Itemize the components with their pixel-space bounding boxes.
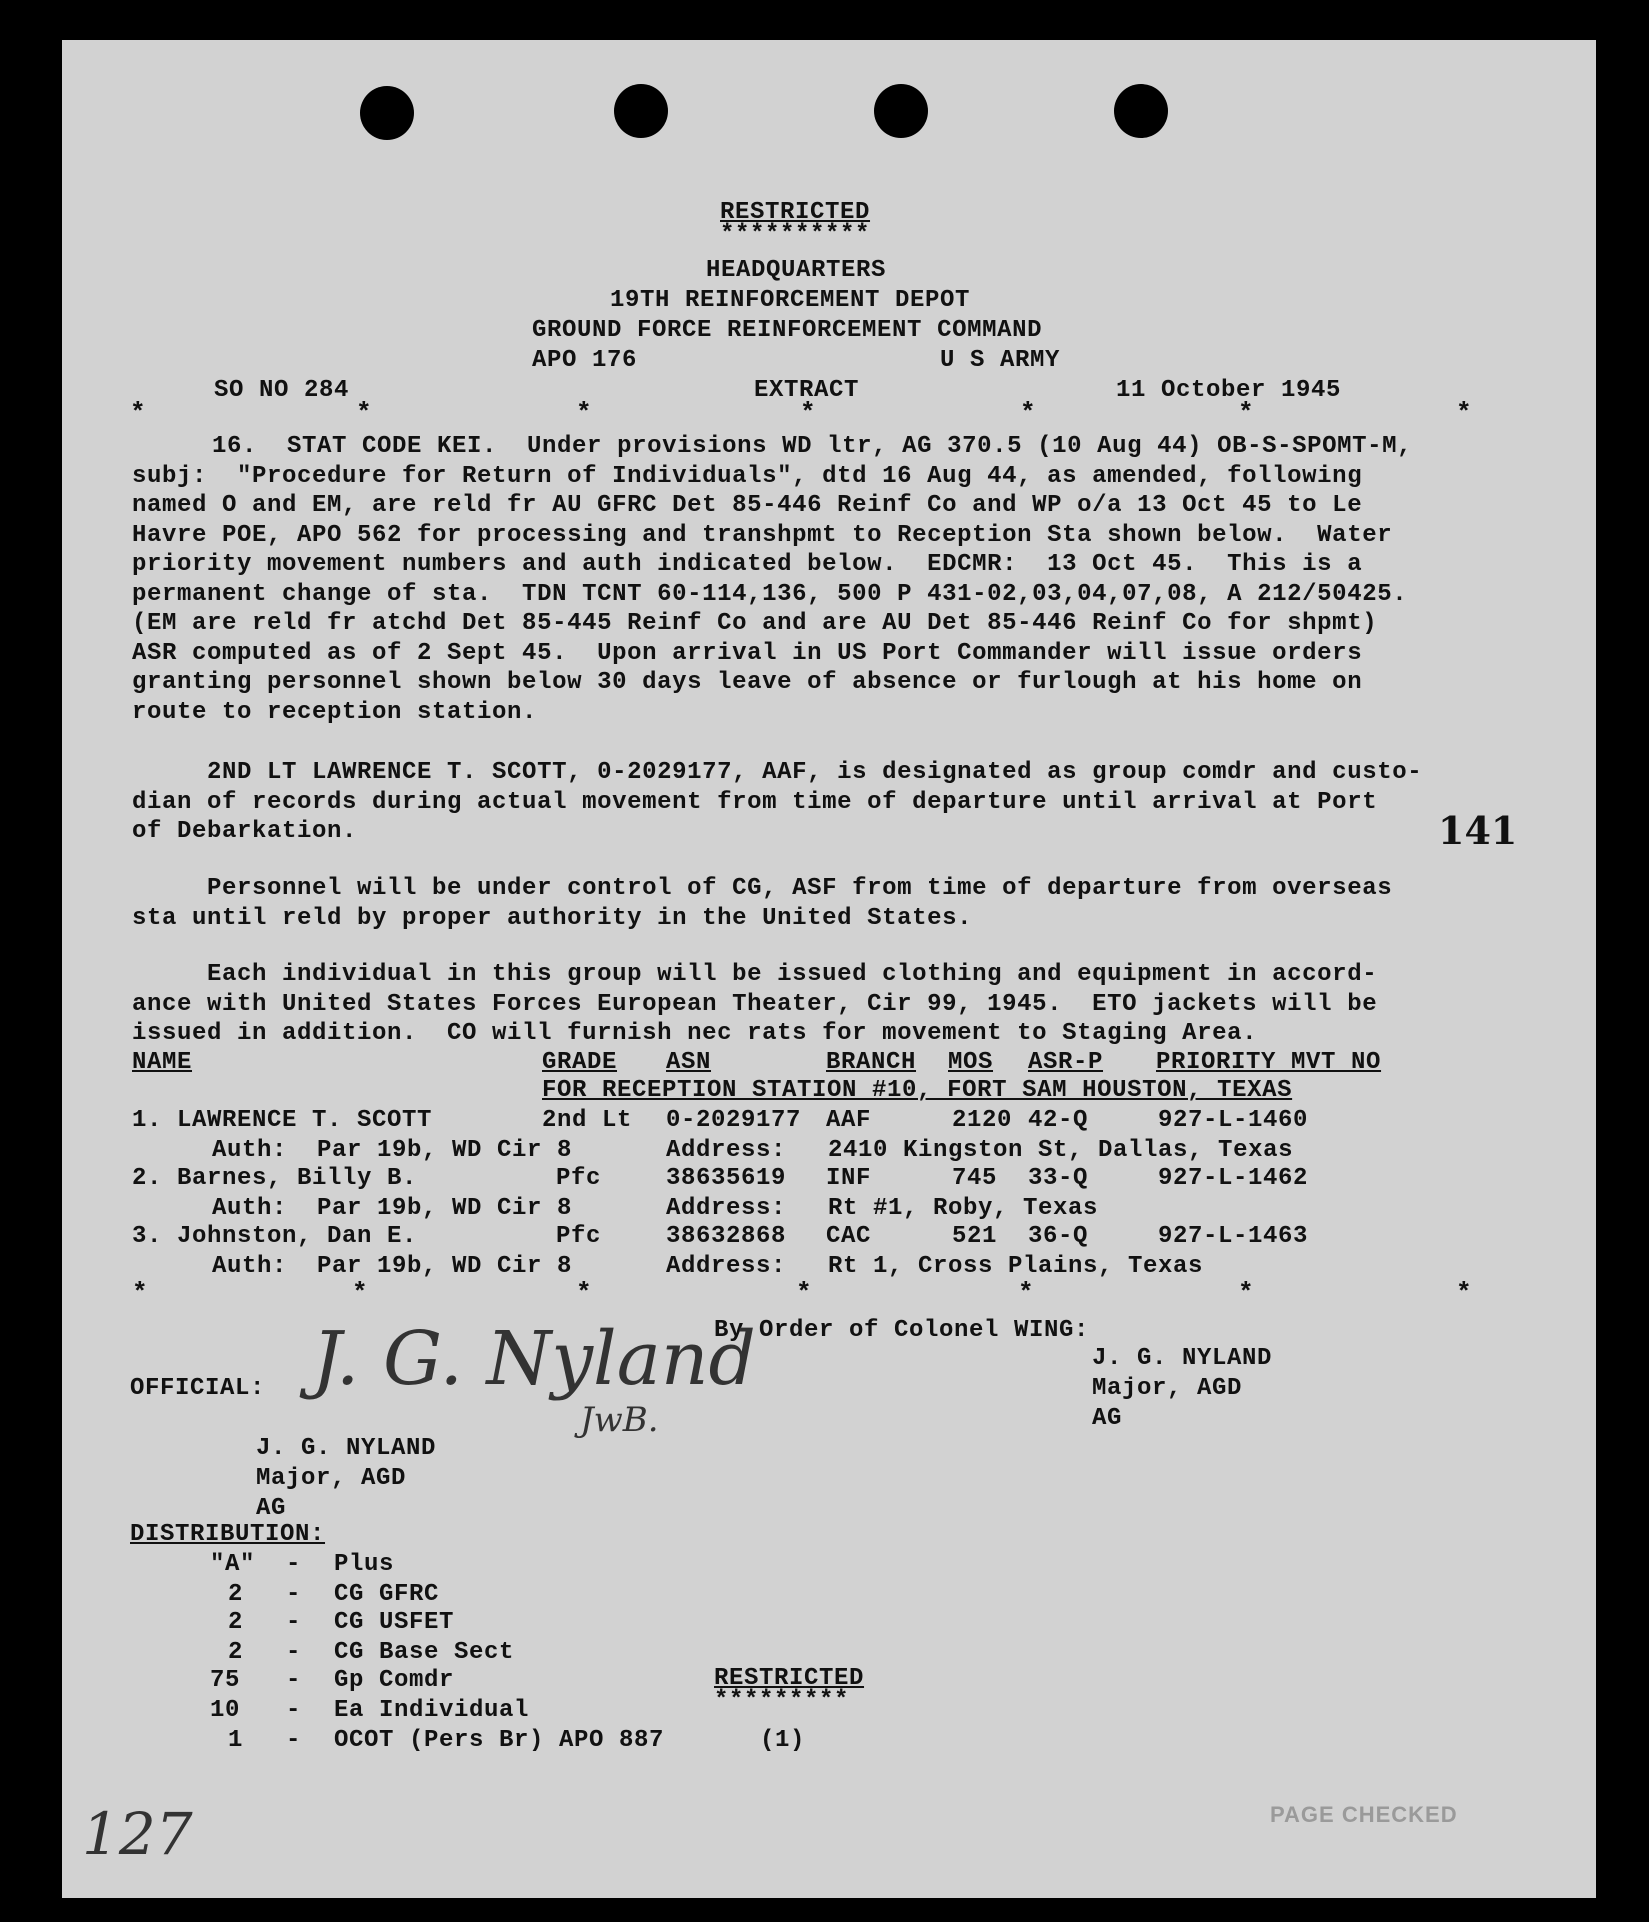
separator-star: * [1238, 1278, 1254, 1308]
col-header-mos: MOS [948, 1049, 994, 1076]
separator-star: * [132, 1278, 148, 1308]
separator-star: * [356, 398, 372, 428]
row-priority: 927-L-1462 [1158, 1165, 1309, 1192]
separator-star: * [130, 398, 146, 428]
paragraph-group-commander: 2ND LT LAWRENCE T. SCOTT, 0-2029177, AAF, is designated as group comdr and custo- dian of records during actual movement from time of departure until arrival at Port of Debarkation. [132, 759, 1423, 845]
row-address: Rt #1, Roby, Texas [828, 1195, 1099, 1222]
signer-name: J. G. NYLAND [1092, 1345, 1273, 1372]
row-address-label: Address: [666, 1253, 787, 1280]
row-asn: 38635619 [666, 1165, 787, 1192]
dist-recipient: CG GFRC [334, 1581, 440, 1608]
dist-qty: 2 [228, 1581, 244, 1608]
official-label: OFFICIAL: [130, 1375, 266, 1402]
margin-page-number: 141 [1438, 808, 1518, 853]
dist-qty: 10 [210, 1697, 241, 1724]
row-address-label: Address: [666, 1195, 787, 1222]
page-checked-stamp: PAGE CHECKED [1270, 1802, 1458, 1827]
header-apo: APO 176 [532, 347, 638, 374]
row-asrp: 36-Q [1028, 1223, 1089, 1250]
separator-star: * [1020, 398, 1036, 428]
row-priority: 927-L-1460 [1158, 1107, 1309, 1134]
row-address: Rt 1, Cross Plains, Texas [828, 1253, 1204, 1280]
order-number: SO NO 284 [214, 377, 350, 404]
punch-hole [614, 84, 668, 138]
header-army: U S ARMY [940, 347, 1061, 374]
row-mos: 2120 [952, 1107, 1013, 1134]
separator-star: * [1018, 1278, 1034, 1308]
order-date: 11 October 1945 [1116, 377, 1342, 404]
header-headquarters: HEADQUARTERS [706, 257, 887, 284]
signer-title: AG [1092, 1405, 1123, 1432]
row-grade: Pfc [556, 1223, 602, 1250]
by-order-line: By Order of Colonel WING: [714, 1317, 1090, 1344]
dist-dash: - [286, 1697, 302, 1724]
row-asn: 0-2029177 [666, 1107, 802, 1134]
col-header-asrp: ASR-P [1028, 1049, 1104, 1076]
dist-qty: 2 [228, 1639, 244, 1666]
dist-dash: - [286, 1639, 302, 1666]
reception-station: FOR RECEPTION STATION #10, FORT SAM HOUSTON, TEXAS [542, 1077, 1293, 1104]
row-mos: 521 [952, 1223, 998, 1250]
separator-star: * [352, 1278, 368, 1308]
row-auth: Auth: Par 19b, WD Cir 8 [212, 1137, 573, 1164]
row-branch: CAC [826, 1223, 872, 1250]
punch-hole [1114, 84, 1168, 138]
dist-recipient: OCOT (Pers Br) APO 887 [334, 1727, 665, 1754]
separator-star: * [576, 398, 592, 428]
signer-rank: Major, AGD [1092, 1375, 1243, 1402]
separator-star: * [1456, 398, 1472, 428]
footer-classification: RESTRICTED [714, 1665, 865, 1692]
paragraph-clothing: Each individual in this group will be issued clothing and equipment in accord- ance with United States Forces European Theater, Cir 99, 1945. ETO jackets will be issued in addition. CO will furnish nec rats for movement to Staging Area. [132, 961, 1378, 1047]
col-header-grade: GRADE [542, 1049, 618, 1076]
header-command: GROUND FORCE REINFORCEMENT COMMAND [532, 317, 1043, 344]
row-name: 3. Johnston, Dan E. [132, 1223, 418, 1250]
col-header-asn: ASN [666, 1049, 712, 1076]
row-priority: 927-L-1463 [1158, 1223, 1309, 1250]
official-name: J. G. NYLAND [256, 1435, 437, 1462]
dist-dash: - [286, 1581, 302, 1608]
handwritten-number: 127 [82, 1800, 193, 1868]
distribution-title: DISTRIBUTION: [130, 1521, 326, 1548]
official-title: AG [256, 1495, 287, 1522]
handwritten-signature: J. G. Nyland [312, 1316, 756, 1402]
row-address: 2410 Kingston St, Dallas, Texas [828, 1137, 1294, 1164]
row-grade: 2nd Lt [542, 1107, 633, 1134]
header-depot: 19TH REINFORCEMENT DEPOT [610, 287, 971, 314]
dist-recipient: CG Base Sect [334, 1639, 515, 1666]
row-asrp: 33-Q [1028, 1165, 1089, 1192]
footer-stars: ********* [714, 1687, 850, 1714]
row-auth: Auth: Par 19b, WD Cir 8 [212, 1253, 573, 1280]
dist-qty: 2 [228, 1609, 244, 1636]
header-classification: RESTRICTED [720, 199, 871, 226]
dist-dash: - [286, 1609, 302, 1636]
dist-recipient: Plus [334, 1551, 395, 1578]
dist-qty: 1 [228, 1727, 244, 1754]
row-auth: Auth: Par 19b, WD Cir 8 [212, 1195, 573, 1222]
dist-recipient: CG USFET [334, 1609, 455, 1636]
col-header-priority: PRIORITY MVT NO [1156, 1049, 1382, 1076]
dist-recipient: Ea Individual [334, 1697, 530, 1724]
separator-star: * [800, 398, 816, 428]
row-asn: 38632868 [666, 1223, 787, 1250]
col-header-name: NAME [132, 1049, 193, 1076]
row-mos: 745 [952, 1165, 998, 1192]
dist-dash: - [286, 1551, 302, 1578]
header-stars: ********** [720, 221, 871, 248]
paragraph-control: Personnel will be under control of CG, ASF from time of departure from overseas sta until reld by proper authority in the United States. [132, 875, 1393, 932]
dist-qty: 75 [210, 1667, 241, 1694]
paragraph-16: 16. STAT CODE KEI. Under provisions WD ltr, AG 370.5 (10 Aug 44) OB-S-SPOMT-M, subj: "Procedure for Return of Individuals", dtd 16 Aug 44, as amended, following named O and EM, are reld fr AU GFRC Det 85-446 Reinf Co and WP o/a 13 Oct 45 to Le Havre POE, APO 562 for processing and transhpmt to Reception Sta shown below. Water priority movement numbers and auth indicated below. EDCMR: 13 Oct 45. This is a permanent change of sta. TDN TCNT 60-114,136, 500 P 431-02,03,04,07,08, A 212/50425. (EM are reld fr atchd Det 85-445 Reinf Co and are AU Det 85-446 Reinf Co for shpmt) ASR computed as of 2 Sept 45. Upon arrival in US Port Commander will issue orders granting personnel shown below 30 days leave of absence or furlough at his home on route to reception station. [132, 433, 1413, 726]
document-page [62, 40, 1596, 1898]
row-branch: INF [826, 1165, 872, 1192]
separator-star: * [576, 1278, 592, 1308]
official-rank: Major, AGD [256, 1465, 407, 1492]
row-name: 1. LAWRENCE T. SCOTT [132, 1107, 433, 1134]
handwritten-initials: JwB. [580, 1400, 659, 1440]
row-branch: AAF [826, 1107, 872, 1134]
separator-star: * [1456, 1278, 1472, 1308]
row-asrp: 42-Q [1028, 1107, 1089, 1134]
row-address-label: Address: [666, 1137, 787, 1164]
extract-label: EXTRACT [754, 377, 860, 404]
row-name: 2. Barnes, Billy B. [132, 1165, 418, 1192]
separator-star: * [1238, 398, 1254, 428]
dist-recipient: Gp Comdr [334, 1667, 455, 1694]
dist-dash: - [286, 1667, 302, 1694]
separator-star: * [796, 1278, 812, 1308]
dist-qty: "A" [210, 1551, 256, 1578]
dist-dash: - [286, 1727, 302, 1754]
punch-hole [360, 86, 414, 140]
col-header-branch: BRANCH [826, 1049, 917, 1076]
row-grade: Pfc [556, 1165, 602, 1192]
page-number: (1) [760, 1727, 806, 1754]
punch-hole [874, 84, 928, 138]
